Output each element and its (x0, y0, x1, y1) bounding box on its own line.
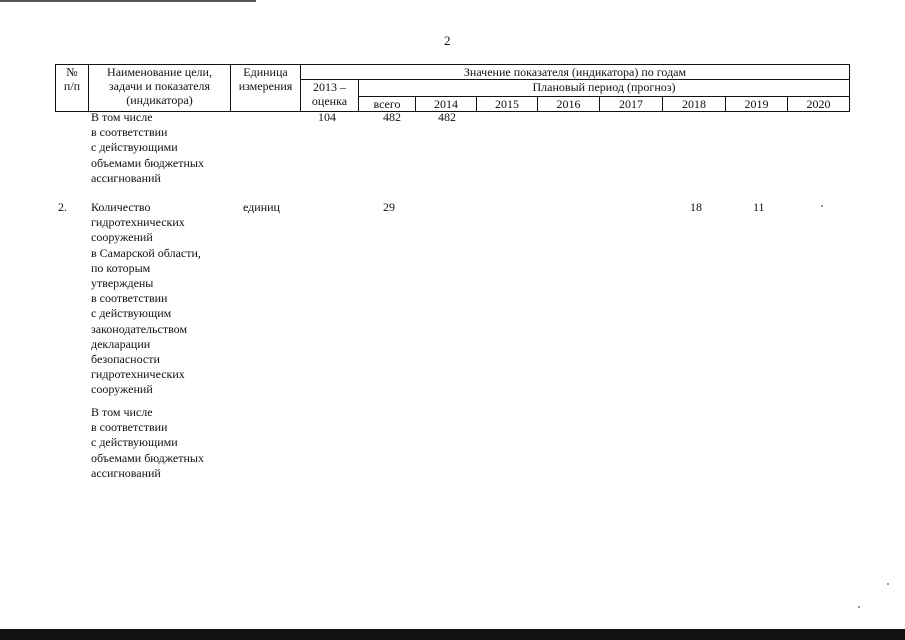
scan-speck (821, 205, 823, 207)
text-line: объемами бюджетных (91, 450, 204, 465)
text-line: в соответствии (91, 125, 168, 140)
row1-name (91, 110, 226, 186)
header-year-2019: 2019 (726, 97, 788, 112)
header-year-2015: 2015 (477, 97, 538, 112)
text-line: ассигнований (91, 465, 161, 480)
header-unit: Единица измерения (231, 65, 301, 112)
text-line: с действующими (91, 435, 178, 450)
header-num: № п/п (56, 65, 89, 112)
text-line: утверждены (91, 276, 154, 291)
header-year-2018: 2018 (663, 97, 726, 112)
row2-name (91, 200, 226, 398)
text-line: с действующими (91, 140, 178, 155)
row1-value-2013: 104 (318, 110, 336, 124)
row1-value-2014: 482 (438, 110, 456, 124)
row1-total: 482 (383, 110, 401, 124)
page-number: 2 (444, 33, 451, 48)
row2-value-2018: 18 (690, 200, 702, 214)
text-line: в Самарской области, (91, 245, 201, 260)
scan-speck (858, 606, 860, 608)
scan-bottom-edge (0, 629, 905, 640)
header-base-year: 2013 – оценка (301, 80, 359, 112)
text-line: в соответствии (91, 291, 168, 306)
text-line: законодательством (91, 321, 188, 336)
text-line: сооружений (91, 230, 153, 245)
text-line: сооружений (91, 382, 153, 397)
header-total: всего (359, 97, 416, 112)
row2-total: 29 (383, 200, 395, 214)
row2-number: 2. (58, 200, 67, 214)
header-plan-period: Плановый период (прогноз) (359, 80, 850, 97)
scan-edge-line (0, 0, 256, 2)
row2-value-2019: 11 (753, 200, 765, 214)
text-line: по которым (91, 260, 151, 275)
text-line: декларации (91, 336, 151, 351)
text-line: В том числе (91, 110, 153, 124)
header-name: Наименование цели, задачи и показателя (индикатора) (89, 65, 231, 112)
header-year-2014: 2014 (416, 97, 477, 112)
text-line: объемами бюджетных (91, 155, 204, 170)
row3-name (91, 405, 226, 481)
scan-speck (887, 583, 889, 585)
text-line: гидротехнических (91, 367, 185, 382)
header-year-2016: 2016 (538, 97, 600, 112)
text-line: гидротехнических (91, 215, 185, 230)
text-line: безопасности (91, 352, 160, 367)
text-line: в соответствии (91, 420, 168, 435)
header-year-2020: 2020 (788, 97, 850, 112)
text-line: В том числе (91, 405, 153, 419)
indicator-table-header (55, 64, 850, 112)
row2-unit: единиц (243, 200, 280, 214)
text-line: с действующим (91, 306, 172, 321)
header-year-2017: 2017 (600, 97, 663, 112)
text-line: ассигнований (91, 170, 161, 185)
header-value-group: Значение показателя (индикатора) по годам (301, 65, 850, 80)
text-line: Количество (91, 200, 151, 214)
